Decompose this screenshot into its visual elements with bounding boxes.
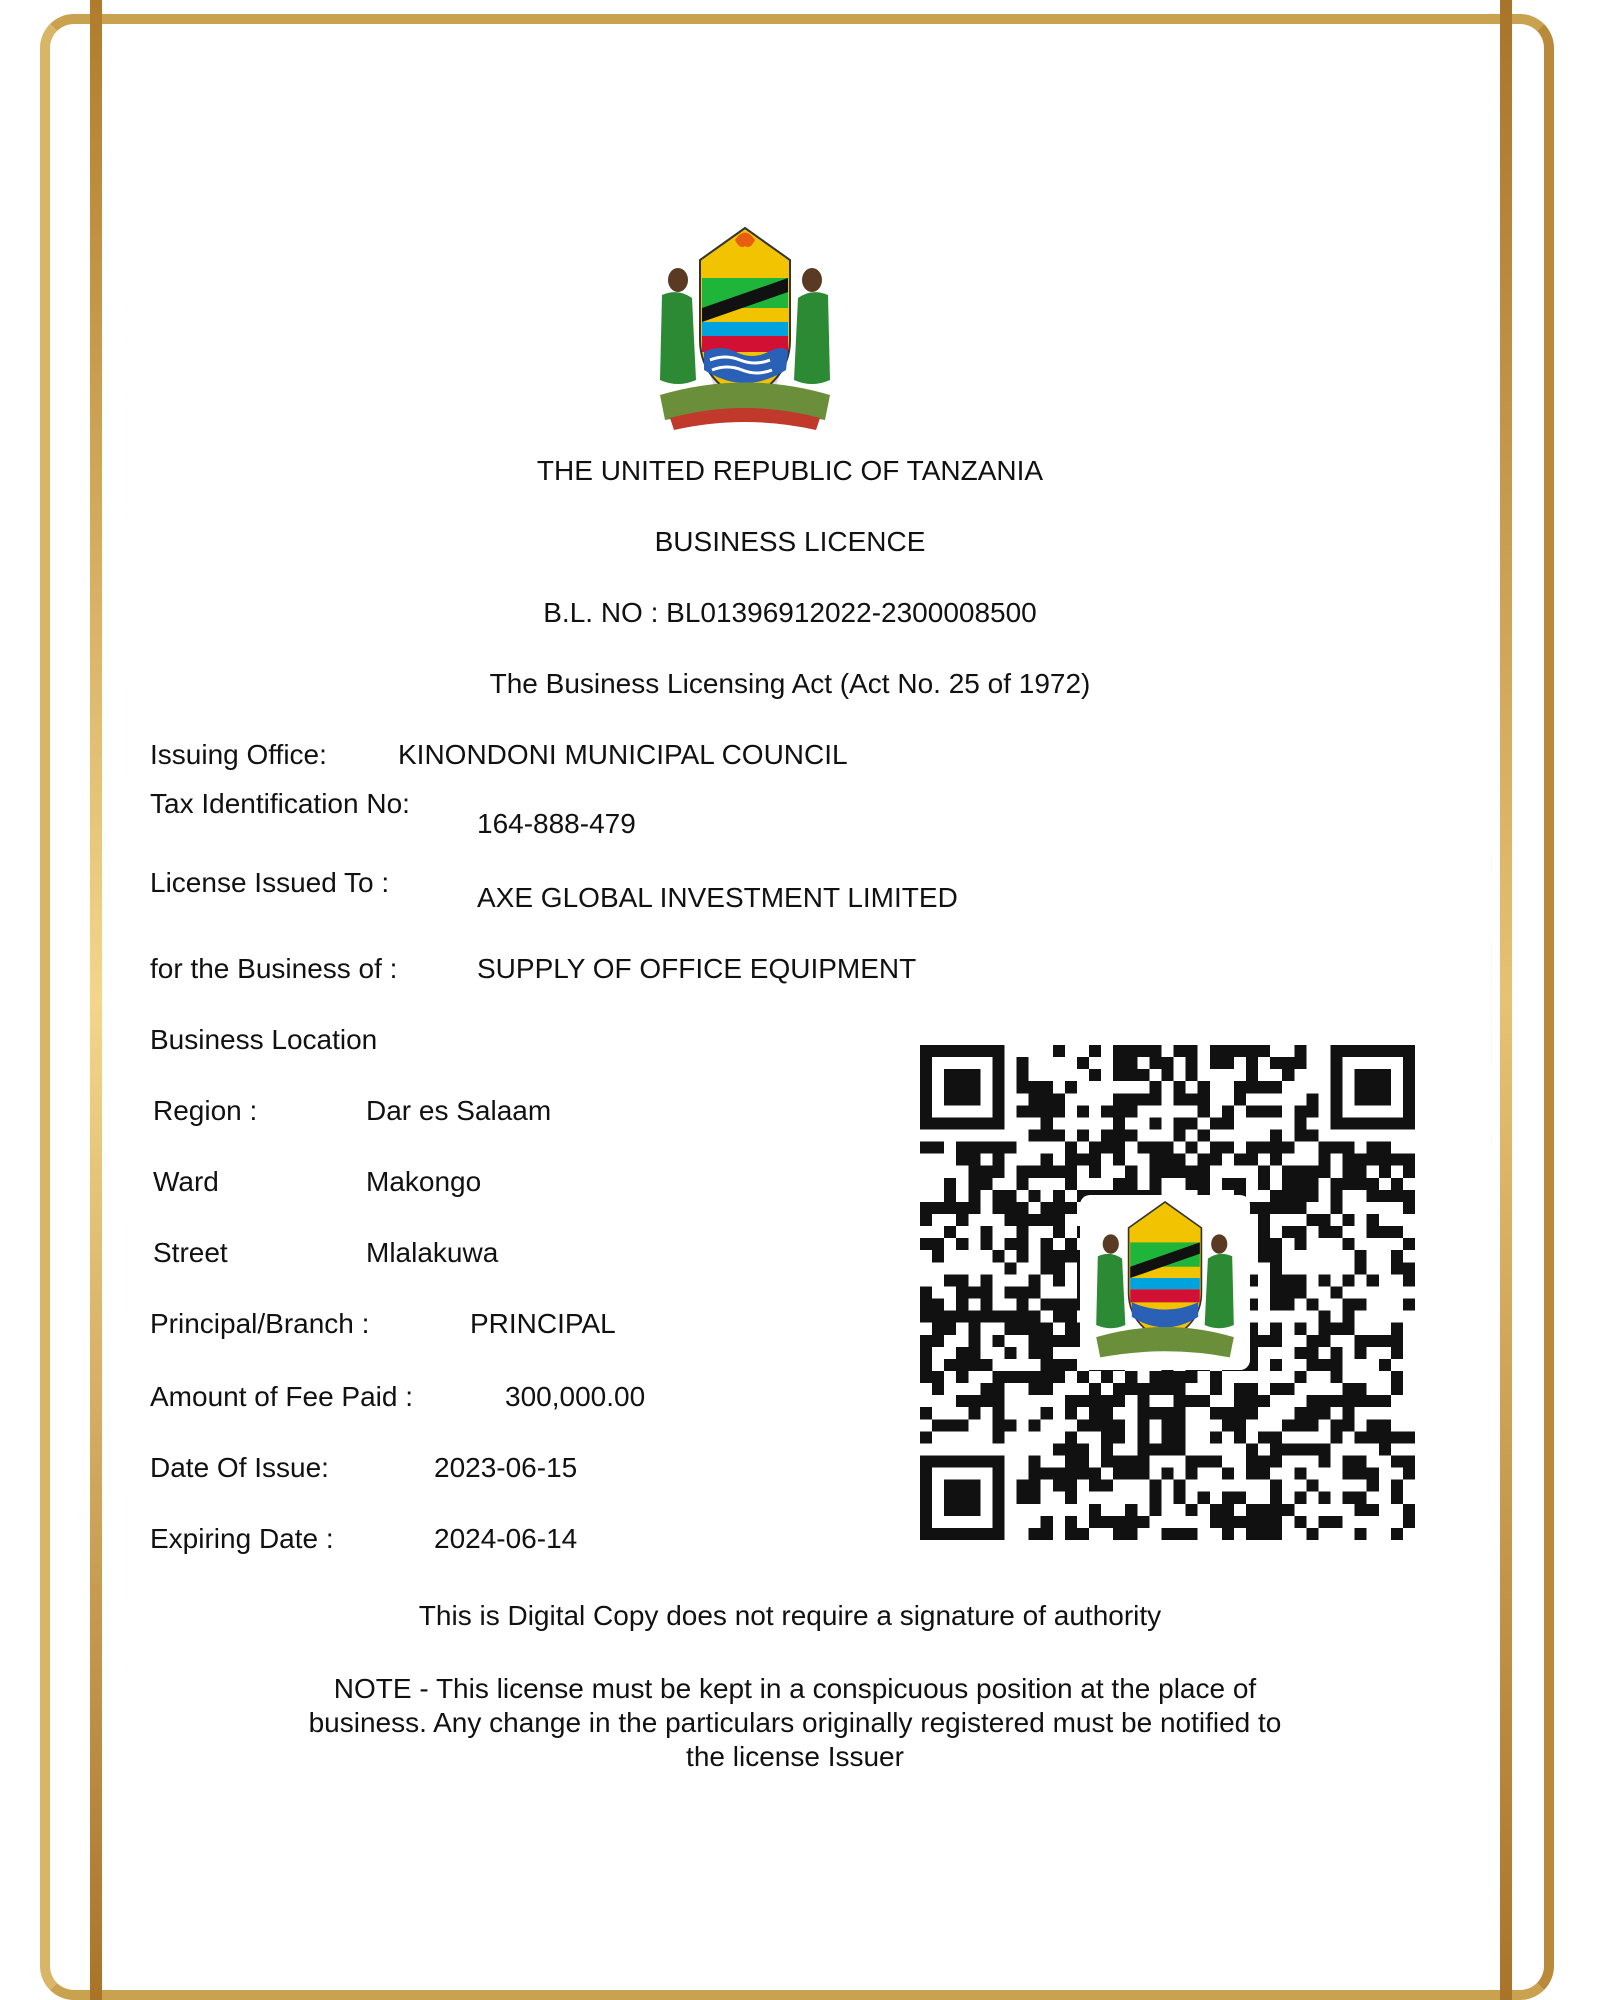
business-location-label: Business Location bbox=[150, 1024, 378, 1055]
region-value: Dar es Salaam bbox=[366, 1095, 552, 1126]
issuing-office-label: Issuing Office: bbox=[150, 739, 327, 770]
frame-bar-right bbox=[1500, 0, 1512, 2000]
qr-crest-icon bbox=[1080, 1195, 1250, 1370]
tin-label: Tax Identification No: bbox=[150, 788, 410, 819]
street-label: Street bbox=[153, 1237, 228, 1268]
street-value: Mlalakuwa bbox=[366, 1237, 499, 1268]
principal-branch-value: PRINCIPAL bbox=[470, 1308, 616, 1339]
licensing-act: The Business Licensing Act (Act No. 25 of 1972) bbox=[489, 668, 1091, 699]
qr-code-icon bbox=[920, 1045, 1415, 1540]
business-label: for the Business of : bbox=[150, 953, 398, 984]
document-title: BUSINESS LICENCE bbox=[654, 526, 926, 557]
issue-date-label: Date Of Issue: bbox=[150, 1452, 329, 1483]
license-note: NOTE - This license must be kept in a conspicuous position at the place of business. Any change in the particulars originally registered must be notified to the license Issuer bbox=[308, 1673, 1282, 1772]
licence-number: B.L. NO : BL01396912022-2300008500 bbox=[543, 597, 1037, 628]
ward-label: Ward bbox=[153, 1166, 219, 1197]
tin-value: 164-888-479 bbox=[477, 808, 636, 839]
region-label: Region : bbox=[153, 1095, 258, 1126]
issued-to-value: AXE GLOBAL INVESTMENT LIMITED bbox=[477, 882, 958, 913]
issued-to-label: License Issued To : bbox=[150, 867, 390, 898]
principal-branch-label: Principal/Branch : bbox=[150, 1308, 370, 1339]
business-value: SUPPLY OF OFFICE EQUIPMENT bbox=[477, 953, 917, 984]
fee-paid-label: Amount of Fee Paid : bbox=[150, 1381, 414, 1412]
country-name: THE UNITED REPUBLIC OF TANZANIA bbox=[536, 455, 1044, 486]
fee-paid-value: 300,000.00 bbox=[505, 1381, 646, 1412]
digital-copy-notice: This is Digital Copy does not require a signature of authority bbox=[418, 1600, 1162, 1631]
issue-date-value: 2023-06-15 bbox=[434, 1452, 578, 1483]
ward-value: Makongo bbox=[366, 1166, 482, 1197]
expiry-date-label: Expiring Date : bbox=[150, 1523, 334, 1554]
coat-of-arms-icon bbox=[640, 220, 850, 435]
expiry-date-value: 2024-06-14 bbox=[434, 1523, 578, 1554]
frame-bar-left bbox=[90, 0, 102, 2000]
issuing-office-value: KINONDONI MUNICIPAL COUNCIL bbox=[398, 739, 848, 770]
